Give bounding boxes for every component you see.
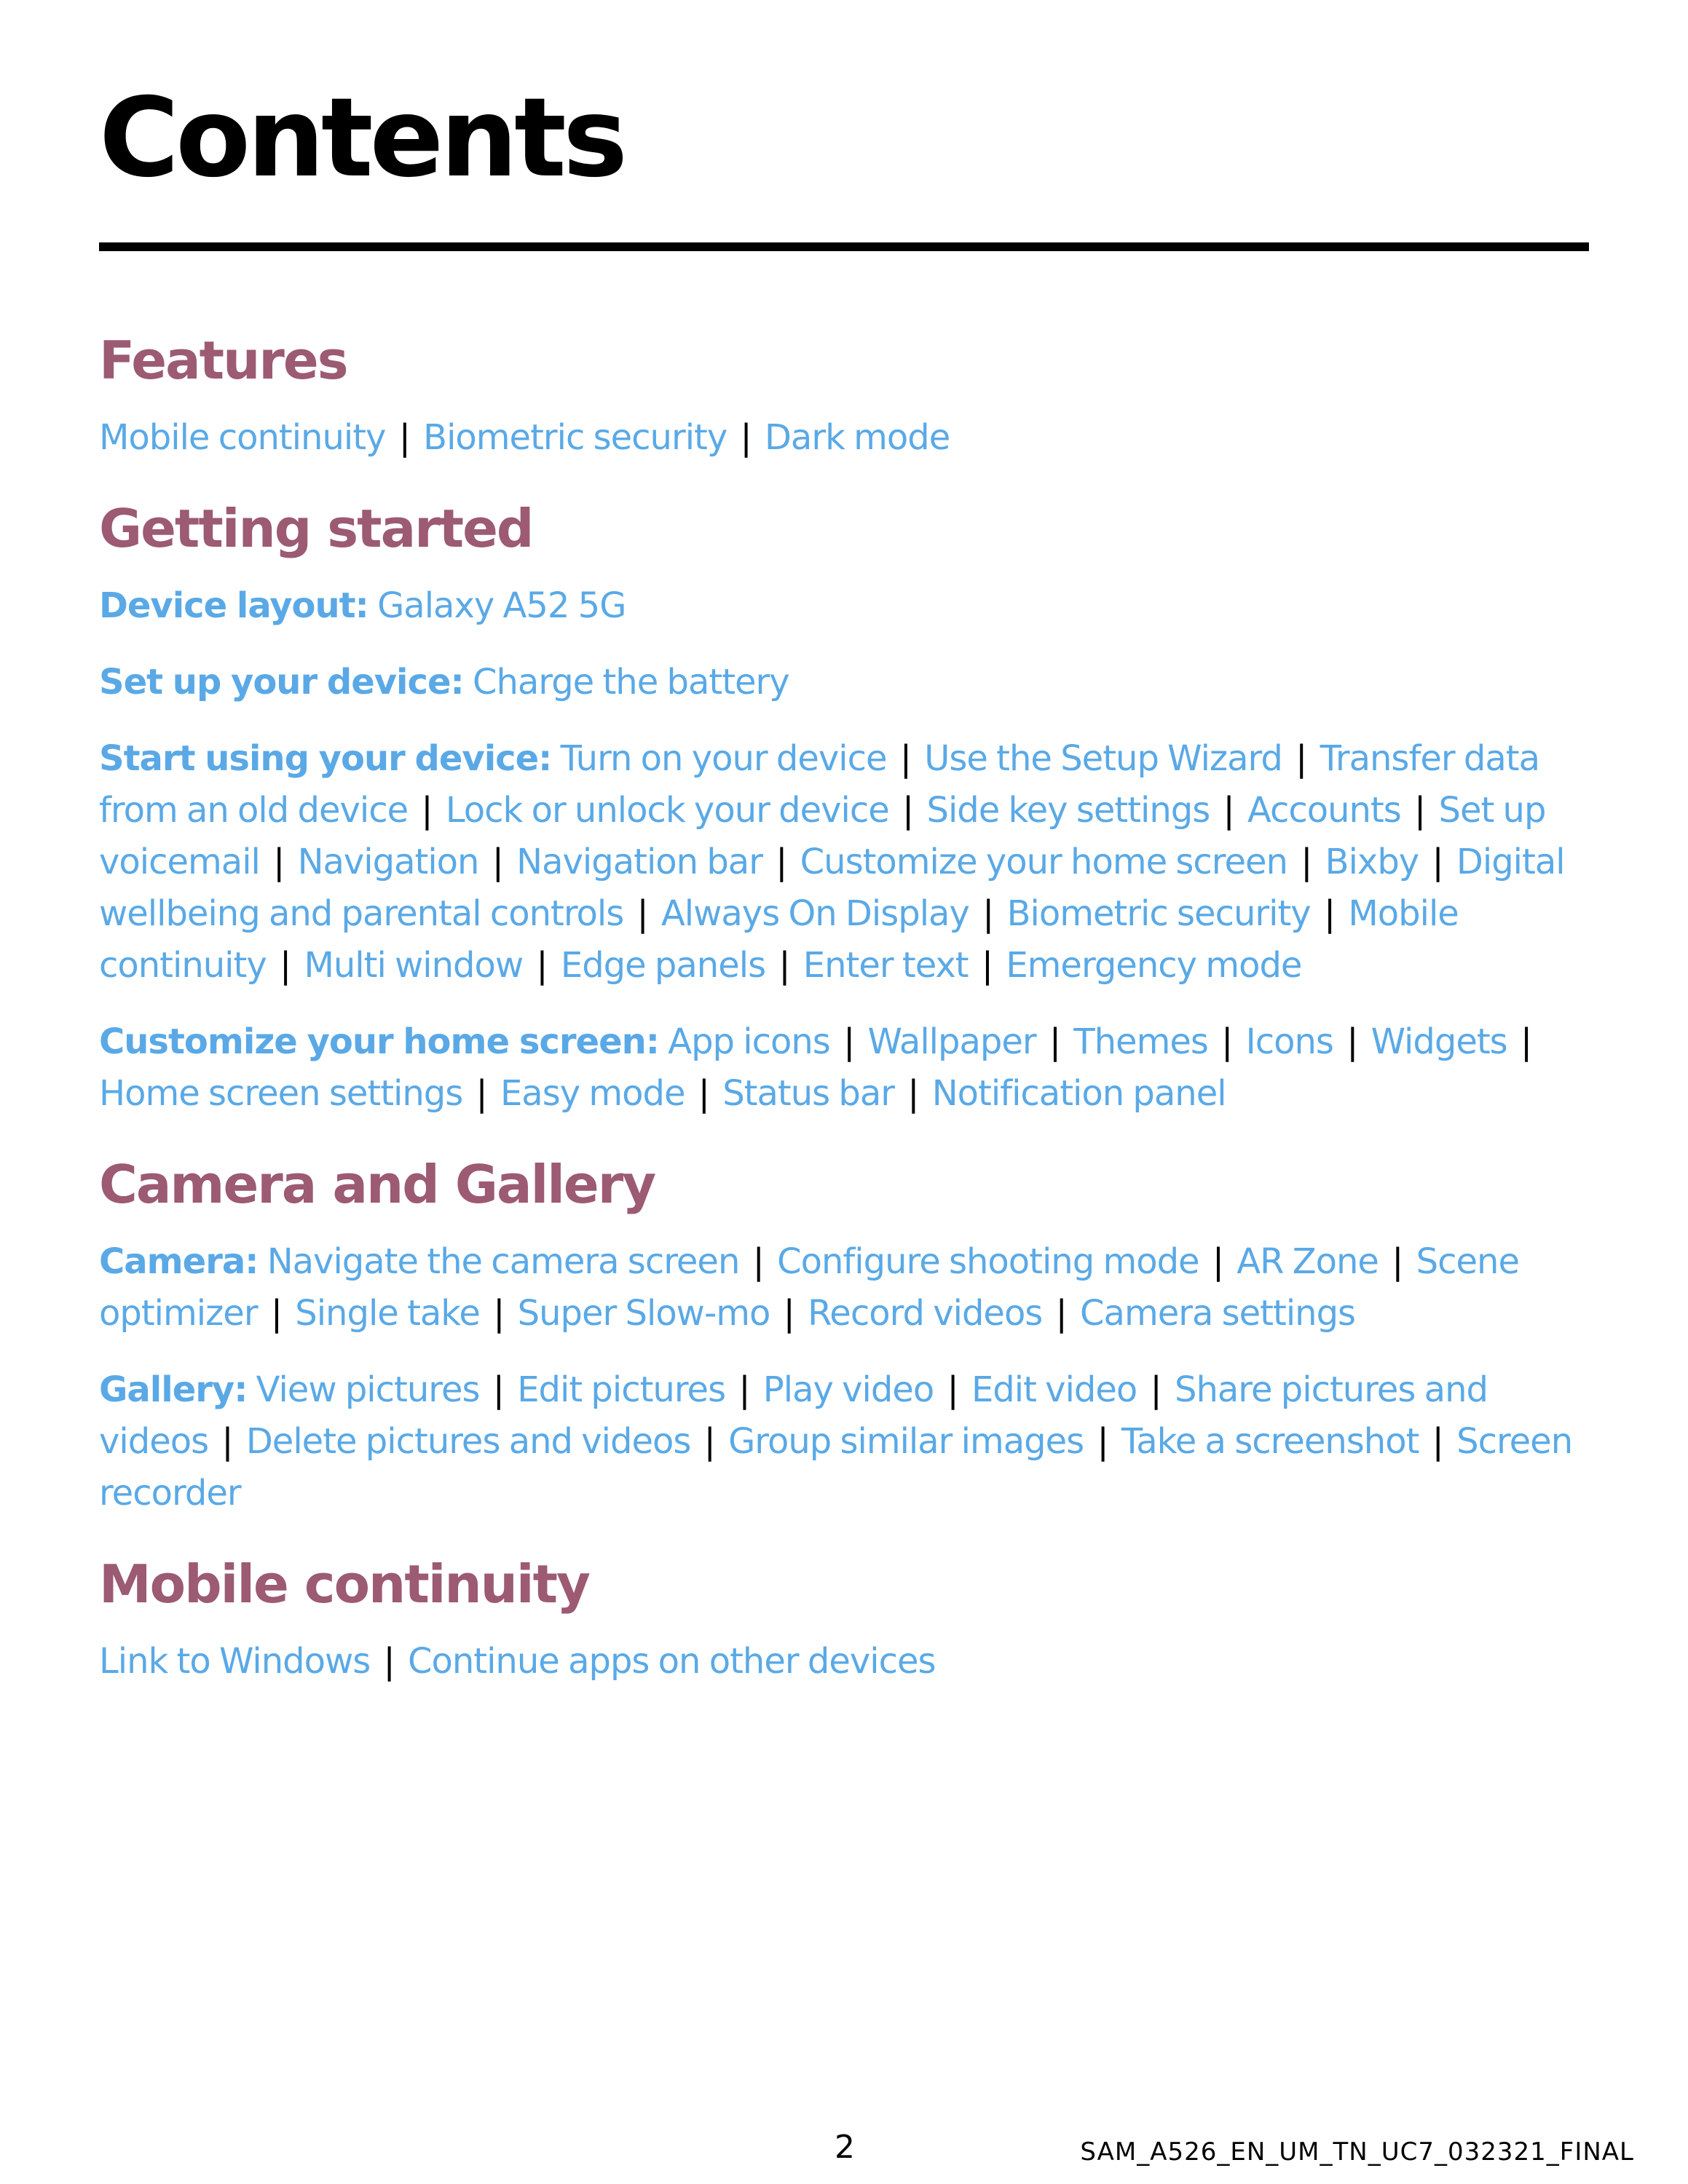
toc-link[interactable]: Lock or unlock your device xyxy=(445,790,889,831)
entry-group-label[interactable]: Customize your home screen: xyxy=(99,1021,659,1062)
link-separator: | xyxy=(398,417,410,458)
toc-link[interactable]: Set up voicemail xyxy=(99,790,1546,882)
toc-link[interactable]: Camera settings xyxy=(1080,1293,1356,1334)
entry-group-label[interactable]: Gallery: xyxy=(99,1369,248,1410)
toc-link[interactable]: Turn on your device xyxy=(560,738,887,779)
link-separator: | xyxy=(843,1021,855,1062)
toc-link[interactable]: Edit pictures xyxy=(517,1369,726,1410)
link-separator: | xyxy=(421,790,433,831)
link-separator: | xyxy=(1346,1021,1358,1062)
link-separator: | xyxy=(1432,842,1443,882)
toc-link[interactable]: Customize your home screen xyxy=(800,842,1287,882)
toc-link[interactable]: Charge the battery xyxy=(472,662,789,703)
page-number: 2 xyxy=(835,2129,855,2166)
link-separator: | xyxy=(270,1293,282,1334)
link-separator: | xyxy=(1212,1241,1224,1282)
link-separator: | xyxy=(907,1073,919,1114)
toc-link[interactable]: Enter text xyxy=(802,945,969,986)
link-separator: | xyxy=(902,790,914,831)
link-separator: | xyxy=(752,1241,764,1282)
toc-link[interactable]: Transfer data from an old device xyxy=(99,738,1539,831)
toc-link[interactable]: Always On Display xyxy=(660,893,969,934)
link-separator: | xyxy=(1392,1241,1403,1282)
link-separator: | xyxy=(1295,738,1307,779)
section-heading: Features xyxy=(99,330,347,391)
toc-link[interactable]: Navigation bar xyxy=(516,842,762,882)
toc-link[interactable]: Status bar xyxy=(722,1073,895,1114)
link-separator: | xyxy=(492,842,503,882)
entry-group-label[interactable]: Camera: xyxy=(99,1241,259,1282)
section-heading: Camera and Gallery xyxy=(99,1154,655,1215)
toc-link[interactable]: Bixby xyxy=(1325,842,1419,882)
toc-section-features xyxy=(99,328,1592,464)
toc-link[interactable]: Mobile continuity xyxy=(99,893,1459,986)
toc-link[interactable]: Multi window xyxy=(304,945,524,986)
toc-entry-group xyxy=(99,1016,1592,1120)
toc-link[interactable]: Scene optimizer xyxy=(99,1241,1519,1334)
link-separator: | xyxy=(383,1641,395,1682)
link-separator: | xyxy=(738,1369,750,1410)
toc-link[interactable]: Single take xyxy=(295,1293,480,1334)
toc-link[interactable]: AR Zone xyxy=(1237,1241,1379,1282)
link-separator: | xyxy=(1432,1421,1443,1462)
link-separator: | xyxy=(703,1421,715,1462)
link-separator: | xyxy=(1323,893,1336,934)
toc-link[interactable]: Configure shooting mode xyxy=(777,1241,1199,1282)
link-separator: | xyxy=(1520,1021,1532,1062)
toc-entry-group xyxy=(99,580,1592,632)
toc-link[interactable]: Group similar images xyxy=(728,1421,1084,1462)
toc-link[interactable]: Dark mode xyxy=(764,417,950,458)
page-title: Contents xyxy=(99,75,625,202)
entry-group-label[interactable]: Start using your device: xyxy=(99,738,552,779)
link-separator: | xyxy=(1150,1369,1162,1410)
link-separator: | xyxy=(1301,842,1312,882)
link-separator: | xyxy=(493,1293,505,1334)
section-heading: Getting started xyxy=(99,498,533,559)
toc-link[interactable]: Record videos xyxy=(808,1293,1043,1334)
link-separator: | xyxy=(783,1293,794,1334)
toc-entry-group xyxy=(99,1636,1592,1688)
toc-link[interactable]: Widgets xyxy=(1370,1021,1507,1062)
link-separator: | xyxy=(1223,790,1234,831)
toc-link[interactable]: Accounts xyxy=(1247,790,1401,831)
toc-link[interactable]: Mobile continuity xyxy=(99,417,386,458)
link-separator: | xyxy=(273,842,285,882)
toc-link[interactable]: Biometric security xyxy=(1006,893,1311,934)
link-separator: | xyxy=(1097,1421,1108,1462)
toc-entry-group xyxy=(99,657,1592,708)
toc-link[interactable]: Navigate the camera screen xyxy=(267,1241,740,1282)
toc-link[interactable]: Digital wellbeing and parental controls xyxy=(99,842,1565,934)
toc-link[interactable]: View pictures xyxy=(256,1369,480,1410)
link-separator: | xyxy=(1055,1293,1067,1334)
link-separator: | xyxy=(476,1073,487,1114)
toc-entry-group xyxy=(99,412,1592,464)
toc-link[interactable]: App icons xyxy=(668,1021,830,1062)
toc-link[interactable]: Galaxy A52 5G xyxy=(377,585,626,626)
link-separator: | xyxy=(740,417,752,458)
toc-link[interactable]: Edit video xyxy=(971,1369,1137,1410)
toc-link[interactable]: Icons xyxy=(1245,1021,1333,1062)
toc-link[interactable]: Use the Setup Wizard xyxy=(924,738,1282,779)
toc-section-getting-started xyxy=(99,496,1592,1120)
entry-group-label[interactable]: Set up your device: xyxy=(99,662,464,703)
toc-section-camera-and-gallery xyxy=(99,1152,1592,1519)
toc-link[interactable]: Notification panel xyxy=(931,1073,1226,1114)
link-separator: | xyxy=(636,893,648,934)
toc-link[interactable]: Wallpaper xyxy=(867,1021,1036,1062)
toc-link[interactable]: Delete pictures and videos xyxy=(245,1421,691,1462)
link-separator: | xyxy=(280,945,291,986)
section-heading: Mobile continuity xyxy=(99,1554,589,1615)
toc-entry-group xyxy=(99,1364,1592,1519)
toc-link[interactable]: Take a screenshot xyxy=(1121,1421,1419,1462)
link-separator: | xyxy=(536,945,548,986)
toc-link[interactable]: Themes xyxy=(1073,1021,1208,1062)
toc-entry-group xyxy=(99,1236,1592,1340)
toc-link[interactable]: Link to Windows xyxy=(99,1641,371,1682)
toc-link[interactable]: Easy mode xyxy=(500,1073,685,1114)
link-separator: | xyxy=(1221,1021,1233,1062)
toc-link[interactable]: Continue apps on other devices xyxy=(407,1641,936,1682)
link-separator: | xyxy=(778,945,790,986)
toc-link[interactable]: Screen recorder xyxy=(99,1421,1573,1514)
link-separator: | xyxy=(698,1073,709,1114)
link-separator: | xyxy=(982,893,994,934)
toc-link[interactable]: Share pictures and videos xyxy=(99,1369,1488,1462)
link-separator: | xyxy=(899,738,911,779)
toc-section-mobile-continuity xyxy=(99,1551,1592,1688)
link-separator: | xyxy=(492,1369,504,1410)
document-code: SAM_A526_EN_UM_TN_UC7_032321_FINAL xyxy=(1080,2137,1634,2167)
toc-link[interactable]: Home screen settings xyxy=(99,1073,463,1114)
toc-entry-group xyxy=(99,733,1592,992)
link-separator: | xyxy=(221,1421,233,1462)
table-of-contents xyxy=(99,328,1592,1720)
entry-group-label[interactable]: Device layout: xyxy=(99,585,368,626)
link-separator: | xyxy=(981,945,993,986)
title-divider xyxy=(99,242,1589,251)
toc-link[interactable]: Side key settings xyxy=(926,790,1210,831)
toc-link[interactable]: Edge panels xyxy=(560,945,766,986)
toc-link[interactable]: Emergency mode xyxy=(1006,945,1302,986)
toc-link[interactable]: Navigation xyxy=(297,842,479,882)
link-separator: | xyxy=(1049,1021,1061,1062)
link-separator: | xyxy=(947,1369,958,1410)
link-separator: | xyxy=(1414,790,1426,831)
link-separator: | xyxy=(776,842,787,882)
toc-link[interactable]: Biometric security xyxy=(423,417,727,458)
toc-link[interactable]: Super Slow-mo xyxy=(517,1293,770,1334)
toc-link[interactable]: Play video xyxy=(762,1369,934,1410)
